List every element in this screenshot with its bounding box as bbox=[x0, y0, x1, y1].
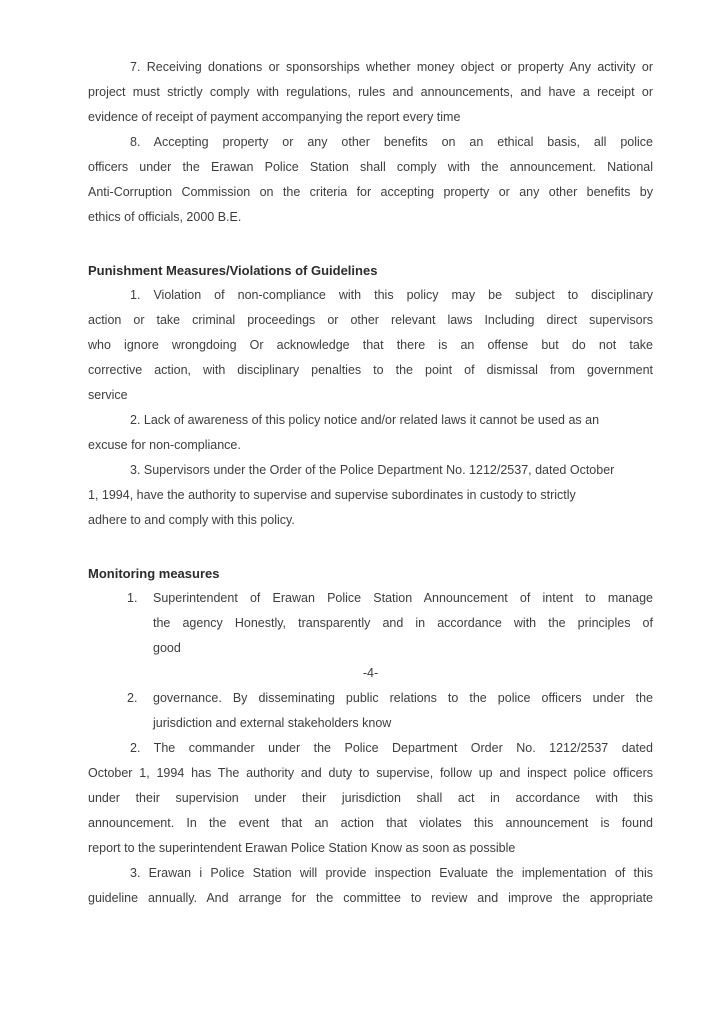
text-line: 1. Violation of non-compliance with this policy may be subject to disciplinary bbox=[130, 288, 653, 302]
text-line: ethics of officials, 2000 B.E. bbox=[88, 210, 242, 224]
text-line: who ignore wrongdoing Or acknowledge that there is an offense but do not take bbox=[88, 338, 653, 352]
text-line: adhere to and comply with this policy. bbox=[88, 513, 295, 527]
list-item-line bbox=[88, 686, 653, 711]
text-line: 2. The commander under the Police Department Order No. 1212/2537 dated bbox=[130, 741, 653, 755]
list-item-line bbox=[88, 636, 653, 661]
text-line: guideline annually. And arrange for the committee to review and improve the appropriate bbox=[88, 891, 653, 905]
list-item-text: good bbox=[153, 641, 181, 655]
text-line: report to the superintendent Erawan Police Station Know as soon as possible bbox=[88, 841, 516, 855]
section-heading-monitoring: Monitoring measures bbox=[88, 566, 220, 581]
page-number: -4- bbox=[362, 666, 379, 680]
text-line: service bbox=[88, 388, 128, 402]
list-item-text: jurisdiction and external stakeholders know bbox=[153, 716, 392, 730]
list-item-line bbox=[88, 586, 653, 611]
text-line: excuse for non-compliance. bbox=[88, 438, 241, 452]
text-line: 3. Erawan i Police Station will provide inspection Evaluate the implementation of this bbox=[130, 866, 653, 880]
text-line: announcement. In the event that an action that violates this announcement is found bbox=[88, 816, 653, 830]
list-item-text: Superintendent of Erawan Police Station Announcement of intent to manage bbox=[153, 591, 653, 605]
text-line: 1, 1994, have the authority to supervise and supervise subordinates in custody to strictly bbox=[88, 488, 576, 502]
text-line: 2. Lack of awareness of this policy notice and/or related laws it cannot be used as an bbox=[130, 413, 600, 427]
list-item-line bbox=[88, 611, 653, 636]
text-line: evidence of receipt of payment accompanying the report every time bbox=[88, 110, 461, 124]
list-item-text: the agency Honestly, transparently and in accordance with the principles of bbox=[153, 616, 653, 630]
text-line: under their supervision under their jurisdiction shall act in accordance with this bbox=[88, 791, 653, 805]
list-item-number: 1. bbox=[127, 591, 138, 605]
list-item-number: 2. bbox=[127, 691, 138, 705]
text-line: corrective action, with disciplinary penalties to the point of dismissal from government bbox=[88, 363, 653, 377]
document-body bbox=[88, 55, 653, 911]
text-line: 8. Accepting property or any other benefits on an ethical basis, all police bbox=[130, 135, 653, 149]
text-line: October 1, 1994 has The authority and duty to supervise, follow up and inspect police officers bbox=[88, 766, 653, 780]
text-line: project must strictly comply with regulations, rules and announcements, and have a receipt or bbox=[88, 85, 653, 99]
text-line: officers under the Erawan Police Station shall comply with the announcement. National bbox=[88, 160, 653, 174]
text-line: Anti-Corruption Commission on the criteria for accepting property or any other benefits by bbox=[88, 185, 653, 199]
text-line: action or take criminal proceedings or other relevant laws Including direct supervisors bbox=[88, 313, 653, 327]
list-item-text: governance. By disseminating public relations to the police officers under the bbox=[153, 691, 653, 705]
text-line: 3. Supervisors under the Order of the Police Department No. 1212/2537, dated October bbox=[130, 463, 615, 477]
section-heading-punishment: Punishment Measures/Violations of Guidelines bbox=[88, 263, 378, 278]
text-line: 7. Receiving donations or sponsorships whether money object or property Any activity or bbox=[130, 60, 653, 74]
list-item-line bbox=[88, 711, 653, 736]
